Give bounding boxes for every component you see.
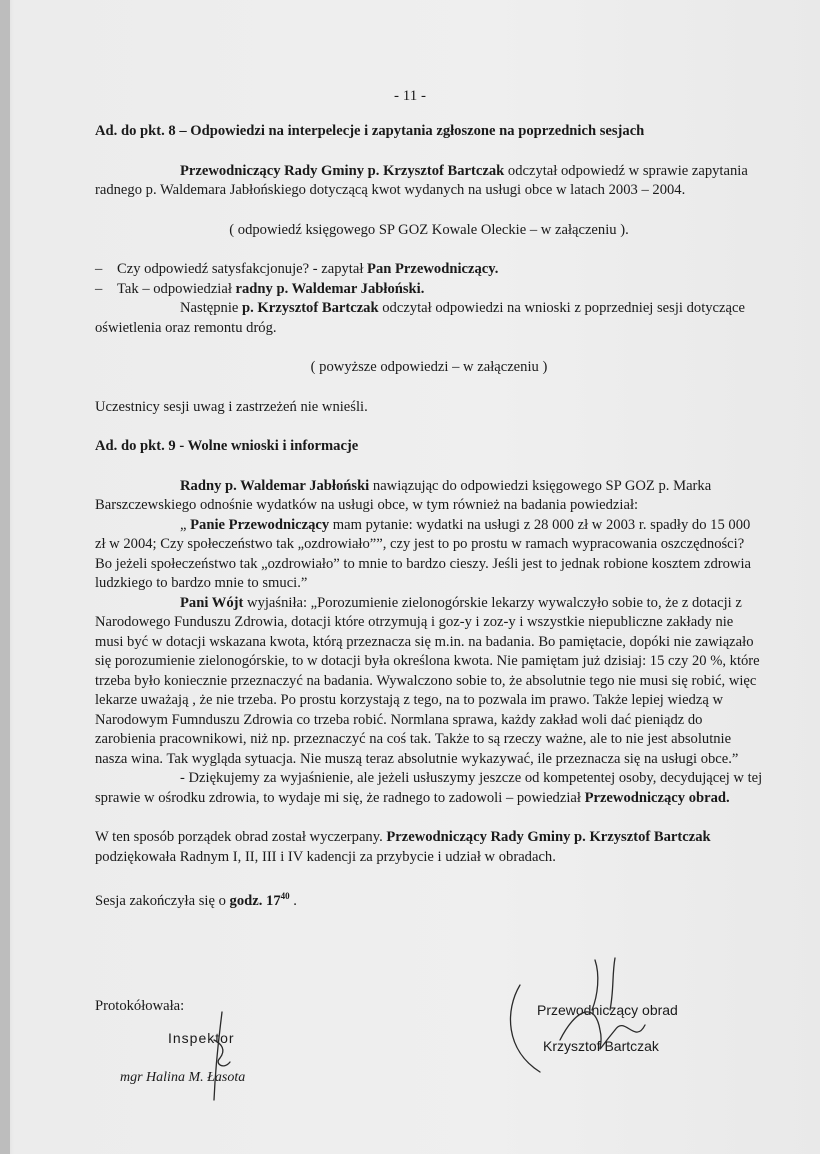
- paragraph-mayor-reply: [95, 594, 763, 770]
- dash: –: [95, 280, 103, 297]
- attachment-note-2: ( powyższe odpowiedzi – w załączeniu ): [310, 359, 548, 375]
- scan-edge-shadow: [0, 0, 10, 1154]
- speaker-name: p. Krzysztof Bartczak: [242, 300, 379, 316]
- paragraph-text: Następnie: [180, 300, 243, 316]
- attachment-note-1: ( odpowiedź księgowego SP GOZ Kowale Oleckie – w załączeniu ).: [229, 221, 629, 238]
- dialogue-text: Czy odpowiedź satysfakcjonuje? - zapytał: [117, 261, 368, 277]
- paragraph-text: W ten sposób porządek obrad został wyczerpany.: [95, 829, 387, 845]
- speaker-name: Panie Przewodniczący: [190, 516, 330, 533]
- paragraph-thanks: [95, 769, 763, 808]
- heading-item-8: Ad. do pkt. 8 – Odpowiedzi na interpelecje i zapytania zgłoszone na poprzednich sesjach: [95, 123, 645, 139]
- paragraph-councillor: [95, 477, 763, 516]
- paragraph-closing: [95, 828, 763, 867]
- paragraph-text: Sesja zakończyła się o: [95, 892, 230, 909]
- recorder-label: Protokółowała:: [95, 998, 185, 1014]
- paragraph-text: nawiązując do odpowiedzi księgowego SP GOZ p. Marka Barszczewskiego odnośnie wydatków na usługi obce, w tym również na badania powiedział:: [95, 477, 712, 513]
- page-number: - 11 -: [394, 88, 426, 104]
- paragraph-text: .: [289, 892, 297, 909]
- dash: –: [95, 261, 103, 277]
- dialogue-text: Tak – odpowiedział: [117, 280, 236, 297]
- dialogue-line-answer: [95, 280, 763, 300]
- paragraph-no-remarks: Uczestnicy sesji uwag i zastrzeżeń nie wnieśli.: [95, 398, 368, 415]
- quote-open: „: [180, 516, 191, 533]
- speaker-name: radny p. Waldemar Jabłoński.: [235, 280, 425, 297]
- paragraph-session-end: [95, 887, 763, 911]
- speaker-name: Przewodniczący obrad.: [584, 789, 730, 806]
- end-time: [230, 893, 290, 909]
- paragraph-chairman-answer: [95, 162, 763, 201]
- paragraph-question-quote: [95, 516, 763, 594]
- recorder-stamp-title: Inspektor: [168, 1030, 235, 1046]
- paragraph-text: podziękowała Radnym I, II, III i IV kadencji za przybycie i udział w obradach.: [95, 848, 556, 865]
- end-time-hour: godz. 17: [229, 892, 281, 909]
- recorder-stamp-name: mgr Halina M. Łasota: [120, 1070, 246, 1085]
- paragraph-text: odczytał odpowiedzi na wnioski z poprzedniej sesji dotyczące oświetlenia oraz remontu dróg.: [95, 300, 745, 336]
- right-signature-stroke: [510, 985, 540, 1072]
- dialogue-line-question: [95, 260, 763, 280]
- paragraph-text: - Dziękujemy za wyjaśnienie, ale jeżeli usłuszymy jeszcze od kompetentej osoby, decydującej w tej sprawie w ośrodku zdrowia, to wydaje mi się, że radnego to zadowoli – powiedział: [95, 770, 763, 806]
- paragraph-text: odczytał odpowiedź w sprawie zapytania radnego p. Waldemara Jabłońskiego dotyczącą kwot wydanych na usługi obce w latach 2003 – 2004.: [95, 162, 748, 198]
- left-signature-stroke: [214, 1012, 222, 1100]
- paragraph-next-answers: [95, 299, 763, 338]
- speaker-name: Przewodniczący Rady Gminy p. Krzysztof Bartczak: [180, 162, 505, 179]
- chairman-stamp-name: Krzysztof Bartczak: [543, 1038, 659, 1054]
- speaker-name: Przewodniczący Rady Gminy p. Krzysztof Bartczak: [386, 829, 711, 845]
- speaker-name: Pan Przewodniczący.: [367, 261, 499, 277]
- chairman-stamp-title: Przewodniczący obrad: [537, 1002, 678, 1018]
- paragraph-text: mam pytanie: wydatki na usługi z 28 000 zł w 2003 r. spadły do 15 000 zł w 2004; Czy społeczeństwo tak „ozdrowiało””, czy jest to po prostu w ramach wypracowania oszczędności? Bo jeżeli społeczeństwo tak „ozdrowiało” to mnie to bardzo cieszy. Jeśli jest to jednak robione kosztem zdrowia ludzkiego to bardzo mnie to smuci.”: [95, 516, 751, 591]
- paragraph-text: wyjaśniła: „Porozumienie zielonogórskie lekarzy wywalczyło sobie to, że z dotacji z Narodowego Funduszu Zdrowia, dotacji które otrzymują i goz-y i zoz-y i wszystkie niepubliczne zakłady nie musi być w dotacji wskazana kwota, którą przeznacza się m.in. na badania. Bo pamiętacie, dopóki nie zawiązało się porozumienie zielonogórskie, to w dotacji była określona kwota. Nie pamiętam już dzisiaj: 15 czy 20 %, które trzeba było koniecznie przeznaczyć na badania. Wywalczono sobie to, że absolutnie tego nie musi się robić, więc lekarze uważają , że nie trzeba. Po prostu korzystają z tego, na to pozwala im prawo. Także lepiej wiedzą w Narodowym Fumnduszu Zdrowia co trzeba robić. Normlana sprawa, każdy zakład woli dać pieniądz do zarobienia pracownikowi, niż np. przeznaczyć na coś tak. Także to są rzeczy ważne, ale to nie jest absolutnie nasza wina. Tak wygląda sytuacja. Nie muszą teraz absolutnie wykazywać, ile przeznacza się na usługi obce.”: [95, 594, 760, 767]
- heading-item-9: Ad. do pkt. 9 - Wolne wnioski i informacje: [95, 438, 359, 454]
- speaker-name: Pani Wójt: [180, 594, 244, 611]
- document-body: [95, 118, 763, 911]
- end-time-minutes: 40: [280, 891, 290, 901]
- speaker-name: Radny p. Waldemar Jabłoński: [180, 477, 370, 494]
